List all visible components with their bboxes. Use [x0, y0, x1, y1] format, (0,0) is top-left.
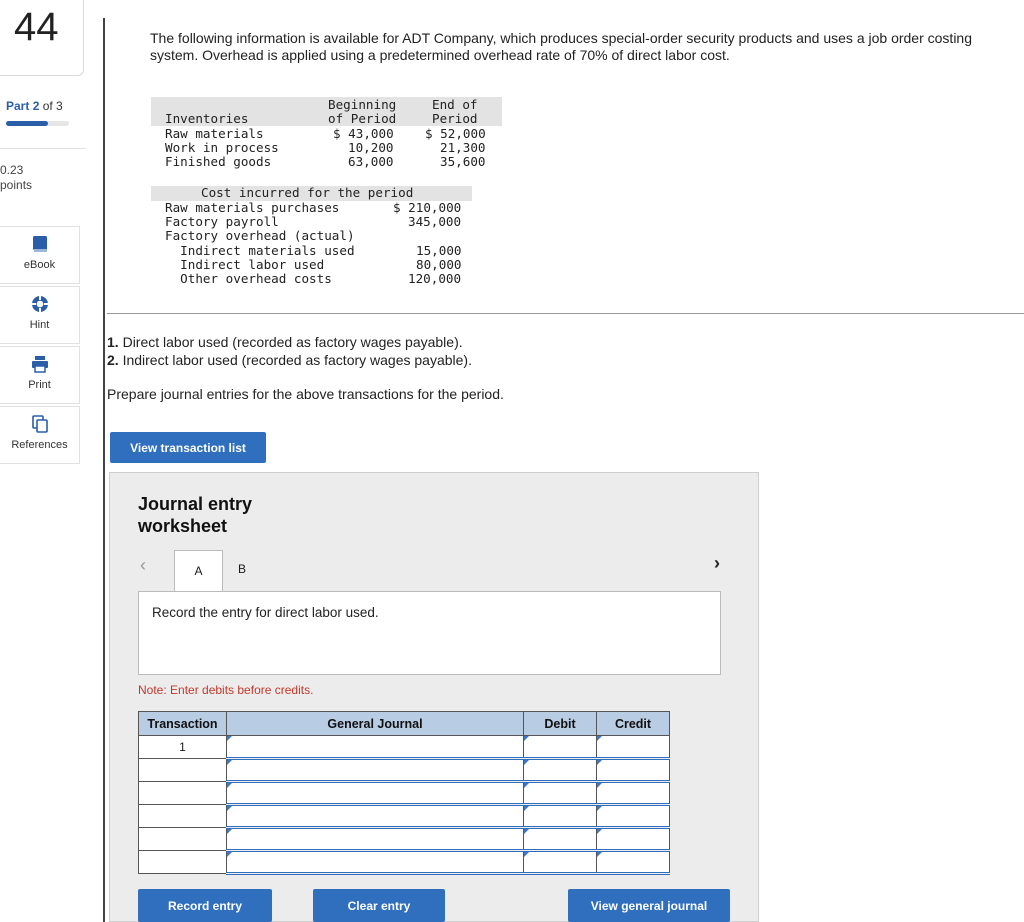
hint-icon: [31, 295, 49, 313]
dropdown-flag-icon: [597, 852, 602, 857]
dropdown-flag-icon: [524, 736, 529, 741]
account-input[interactable]: [227, 805, 524, 828]
question-number: 44: [14, 5, 59, 49]
table-row: [139, 736, 670, 759]
transaction-cell: [139, 805, 227, 828]
debit-input[interactable]: [524, 851, 597, 874]
inv-col1-header-2: of Period: [328, 111, 397, 126]
view-transaction-list-button[interactable]: View transaction list: [110, 432, 266, 463]
cost-row-value: $ 210,000: [393, 200, 462, 215]
dropdown-flag-icon: [524, 829, 529, 834]
question-number-box: [0, 0, 84, 76]
debit-input[interactable]: [524, 736, 597, 759]
view-general-journal-button[interactable]: View general journal: [568, 889, 730, 922]
col-credit: Credit: [597, 712, 670, 736]
worksheet-title: [138, 493, 252, 537]
inv-col1-header-1: Beginning: [328, 97, 397, 112]
question-item: [107, 333, 472, 351]
left-sidebar: [0, 0, 86, 922]
cost-row-value: 345,000: [408, 214, 462, 229]
inv-row-label: Finished goods: [165, 154, 272, 169]
cost-row-label: Factory overhead (actual): [165, 228, 355, 243]
clear-entry-button[interactable]: Clear entry: [313, 889, 445, 922]
prepare-instruction: Prepare journal entries for the above transactions for the period.: [107, 386, 504, 402]
question-intro: The following information is available for ADT Company, which produces special-order security products and uses a job order costing system. Overhead is applied using a predetermined overhead rate of 70% of direct labor cost.: [150, 30, 973, 63]
cost-row-label: Other overhead costs: [165, 271, 332, 286]
part-of: of 3: [42, 99, 63, 113]
inv-row-begin: 10,200: [348, 140, 394, 155]
inv-row-begin: $ 43,000: [333, 126, 394, 141]
chevron-left-icon[interactable]: ‹: [140, 555, 146, 575]
dropdown-flag-icon: [524, 783, 529, 788]
question-item: [107, 351, 472, 369]
dropdown-flag-icon: [597, 806, 602, 811]
chevron-right-icon[interactable]: ›: [714, 553, 720, 573]
inv-col2-header-2: Period: [432, 111, 478, 126]
col-general-journal: General Journal: [227, 712, 524, 736]
question-items: [107, 333, 472, 369]
cost-row-label: Factory payroll: [165, 214, 279, 229]
dropdown-flag-icon: [597, 736, 602, 741]
cost-row-value: 80,000: [416, 257, 462, 272]
dropdown-flag-icon: [227, 806, 232, 811]
part-progress-fill: [6, 121, 48, 126]
tab-a[interactable]: A: [174, 550, 223, 591]
hint-label: Hint: [29, 319, 50, 331]
table-row: [139, 828, 670, 851]
dropdown-flag-icon: [524, 852, 529, 857]
transaction-cell: [139, 851, 227, 874]
account-input[interactable]: [227, 736, 524, 759]
cost-row-value: 120,000: [408, 271, 462, 286]
dropdown-flag-icon: [597, 783, 602, 788]
tab-b[interactable]: B: [238, 562, 247, 576]
dropdown-flag-icon: [227, 736, 232, 741]
inv-row-end: 35,600: [440, 154, 486, 169]
ebook-button[interactable]: [0, 226, 80, 284]
account-input[interactable]: [227, 828, 524, 851]
transaction-cell: 1: [139, 736, 227, 759]
cost-row-label: Raw materials purchases: [165, 200, 340, 215]
print-icon: [31, 355, 49, 373]
points-display: [0, 163, 32, 193]
cost-row-label: Indirect materials used: [165, 243, 355, 258]
col-transaction: Transaction: [139, 712, 227, 736]
inv-row-label: Raw materials: [165, 126, 264, 141]
debit-input[interactable]: [524, 782, 597, 805]
table-row: [139, 805, 670, 828]
dropdown-flag-icon: [597, 829, 602, 834]
points-value: 0.23: [0, 163, 24, 177]
entry-instruction: Record the entry for direct labor used.: [152, 605, 379, 620]
dropdown-flag-icon: [524, 806, 529, 811]
cost-row-label: Indirect labor used: [165, 257, 325, 272]
item-number: 2.: [107, 352, 119, 368]
references-label: References: [11, 439, 68, 451]
book-icon: [31, 235, 49, 253]
table-row: [139, 851, 670, 874]
dropdown-flag-icon: [524, 760, 529, 765]
inv-row-end: 21,300: [440, 140, 486, 155]
content-divider: [103, 18, 105, 922]
journal-header-row: [139, 712, 670, 736]
inv-row-label: Work in process: [165, 140, 279, 155]
inv-col2-header-1: End of: [432, 97, 478, 112]
divider: [0, 148, 86, 149]
credit-input[interactable]: [597, 828, 670, 851]
part-progress-bar: [6, 121, 69, 126]
inv-row-begin: 63,000: [348, 154, 394, 169]
debit-input[interactable]: [524, 805, 597, 828]
instruction-box: [138, 591, 721, 675]
col-debit: Debit: [524, 712, 597, 736]
transaction-cell: [139, 759, 227, 782]
points-label: points: [0, 178, 33, 192]
account-input[interactable]: [227, 851, 524, 874]
item-text: Direct labor used (recorded as factory wages payable).: [118, 334, 463, 350]
dropdown-flag-icon: [227, 852, 232, 857]
table-row: [139, 759, 670, 782]
worksheet-title-line1: Journal entry: [138, 494, 253, 514]
item-text: Indirect labor used (recorded as factory wages payable).: [118, 352, 472, 368]
hint-button[interactable]: [0, 286, 80, 344]
dropdown-flag-icon: [227, 783, 232, 788]
credit-input[interactable]: [597, 782, 670, 805]
debit-input[interactable]: [524, 828, 597, 851]
transaction-cell: [139, 828, 227, 851]
part-indicator: [6, 99, 63, 113]
part-label: Part: [6, 99, 30, 113]
inv-row-end: $ 52,000: [425, 126, 486, 141]
references-icon: [31, 415, 49, 433]
cost-header: Cost incurred for the period: [201, 185, 414, 200]
journal-table: [138, 711, 670, 875]
account-input[interactable]: [227, 759, 524, 782]
dropdown-flag-icon: [227, 760, 232, 765]
debit-input[interactable]: [524, 759, 597, 782]
account-input[interactable]: [227, 782, 524, 805]
part-current: 2: [32, 99, 40, 113]
print-button[interactable]: [0, 346, 80, 404]
entry-note: Note: Enter debits before credits.: [138, 683, 314, 697]
credit-input[interactable]: [597, 851, 670, 874]
cost-row-value: 15,000: [416, 243, 462, 258]
dropdown-flag-icon: [227, 829, 232, 834]
dropdown-flag-icon: [597, 760, 602, 765]
ebook-label: eBook: [23, 259, 56, 271]
worksheet-title-line2: worksheet: [138, 516, 228, 536]
record-entry-button[interactable]: Record entry: [138, 889, 272, 922]
inv-row-header: Inventories: [165, 111, 249, 126]
credit-input[interactable]: [597, 759, 670, 782]
credit-input[interactable]: [597, 736, 670, 759]
transaction-cell: [139, 782, 227, 805]
table-row: [139, 782, 670, 805]
print-label: Print: [28, 379, 51, 391]
references-button[interactable]: [0, 406, 80, 464]
item-number: 1.: [107, 334, 119, 350]
credit-input[interactable]: [597, 805, 670, 828]
